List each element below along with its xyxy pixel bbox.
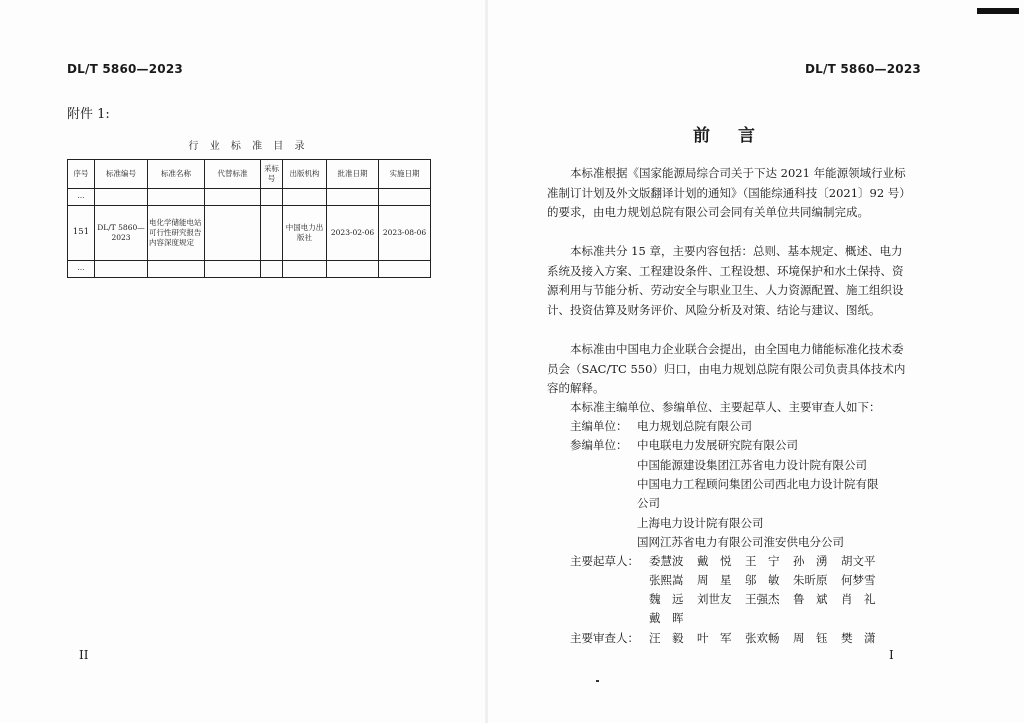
cell-replaces <box>205 206 261 261</box>
cell-effective: 2023-08-06 <box>379 206 431 261</box>
participant-org: 上海电力设计院有限公司 <box>637 516 764 530</box>
foreword-paragraph: 本标准共分 15 章，主要内容包括：总则、基本规定、概述、电力系统及接入方案、工程建设条件、工程设想、环境保护和水土保持、资源利用与节能分析、劳动安全与职业卫生、人力资源配置、施工组织设计、投资估算及财务评价、风险分析及对策、结论与建议、图纸。 <box>547 244 904 317</box>
scan-corner-mark <box>977 8 1019 14</box>
cell-seq: 151 <box>68 206 95 261</box>
col-header-effective: 实施日期 <box>379 160 431 189</box>
participant-org: 中电联电力发展研究院有限公司 <box>637 438 798 452</box>
reviewer-name: 张欢畅 <box>745 631 780 645</box>
drafters-row <box>649 610 899 626</box>
attachment-label: 附件 1: <box>67 107 110 122</box>
drafter-name: 邬 敏 <box>745 573 780 587</box>
reviewers-label: 主要审查人： <box>570 631 639 645</box>
participant-org: 中国能源建设集团江苏省电力设计院有限公司 <box>637 458 867 472</box>
table-header-row <box>68 160 431 189</box>
drafter-name: 周 星 <box>697 573 732 587</box>
col-header-approved: 批准日期 <box>327 160 379 189</box>
drafter-name: 张熙嵩 <box>649 573 684 587</box>
col-header-adopt: 采标号 <box>261 160 283 189</box>
participant-org: 国网江苏省电力有限公司淮安供电分公司 <box>637 535 844 549</box>
drafters-row <box>649 591 899 607</box>
right-header-code: DL/T 5860—2023 <box>805 62 921 76</box>
cell-code: DL/T 5860—2023 <box>95 206 148 261</box>
drafter-name: 委慧波 <box>649 554 684 568</box>
drafter-name: 刘世友 <box>697 592 732 606</box>
left-page-number: II <box>79 648 89 662</box>
drafters-label: 主要起草人： <box>570 554 639 568</box>
cell-publisher: 中国电力出版社 <box>283 206 327 261</box>
cell-adopt <box>261 206 283 261</box>
foreword-paragraph: 本标准根据《国家能源局综合司关于下达 2021 年能源领域行业标准制订计划及外文版翻译计划的通知》（国能综通科技〔2021〕92 号）的要求，由电力规划总院有限公司会同有关单位共同编制完成。 <box>547 166 906 220</box>
reviewer-name: 汪 毅 <box>649 631 684 645</box>
reviewers-row <box>649 630 899 646</box>
participants-label: 参编单位： <box>570 438 628 452</box>
scan-speck <box>596 680 599 682</box>
drafter-name: 王强杰 <box>745 592 780 606</box>
drafter-name: 戴 悦 <box>697 554 732 568</box>
reviewer-name: 樊 潇 <box>841 631 876 645</box>
standards-catalog-table <box>67 159 431 278</box>
col-header-name: 标准名称 <box>148 160 205 189</box>
drafter-name: 王 宁 <box>745 554 780 568</box>
drafters-row <box>649 553 899 569</box>
participant-org: 中国电力工程顾问集团公司西北电力设计院有限 <box>637 477 879 491</box>
col-header-replaces: 代替标准 <box>205 160 261 189</box>
chief-editor-label: 主编单位： <box>570 419 628 433</box>
cell-approved: 2023-02-06 <box>327 206 379 261</box>
drafter-name: 魏 远 <box>649 592 684 606</box>
col-header-publisher: 出版机构 <box>283 160 327 189</box>
left-header-code: DL/T 5860—2023 <box>67 62 183 76</box>
foreword-title: 前言 <box>693 126 783 146</box>
drafter-name: 戴 晖 <box>649 611 684 625</box>
reviewer-name: 叶 军 <box>697 631 732 645</box>
table-row <box>68 206 431 261</box>
right-page-number: I <box>889 648 894 662</box>
drafter-name: 朱昕原 <box>793 573 828 587</box>
drafter-name: 肖 礼 <box>841 592 876 606</box>
cell-name: 电化学储能电站可行性研究报告内容深度规定 <box>148 206 205 261</box>
drafter-name: 鲁 斌 <box>793 592 828 606</box>
drafter-name: 何梦雪 <box>841 573 876 587</box>
reviewer-name: 周 钰 <box>793 631 828 645</box>
participant-org: 公司 <box>637 496 660 510</box>
col-header-seq: 序号 <box>68 160 95 189</box>
table-row <box>68 189 431 206</box>
ellipsis-cell: … <box>68 261 95 278</box>
foreword-paragraph: 本标准主编单位、参编单位、主要起草人、主要审查人如下： <box>570 400 881 414</box>
catalog-title: 行 业 标 准 目 录 <box>188 141 309 152</box>
page-gutter <box>485 0 488 723</box>
foreword-paragraph: 本标准由中国电力企业联合会提出，由全国电力储能标准化技术委员会（SAC/TC 550）归口，由电力规划总院有限公司负责具体技术内容的解释。 <box>547 342 906 396</box>
chief-editor-org: 电力规划总院有限公司 <box>637 419 752 433</box>
col-header-code: 标准编号 <box>95 160 148 189</box>
ellipsis-cell: … <box>68 189 95 206</box>
table-row <box>68 261 431 278</box>
drafter-name: 胡文平 <box>841 554 876 568</box>
drafters-row <box>649 572 899 588</box>
drafter-name: 孙 湧 <box>793 554 828 568</box>
